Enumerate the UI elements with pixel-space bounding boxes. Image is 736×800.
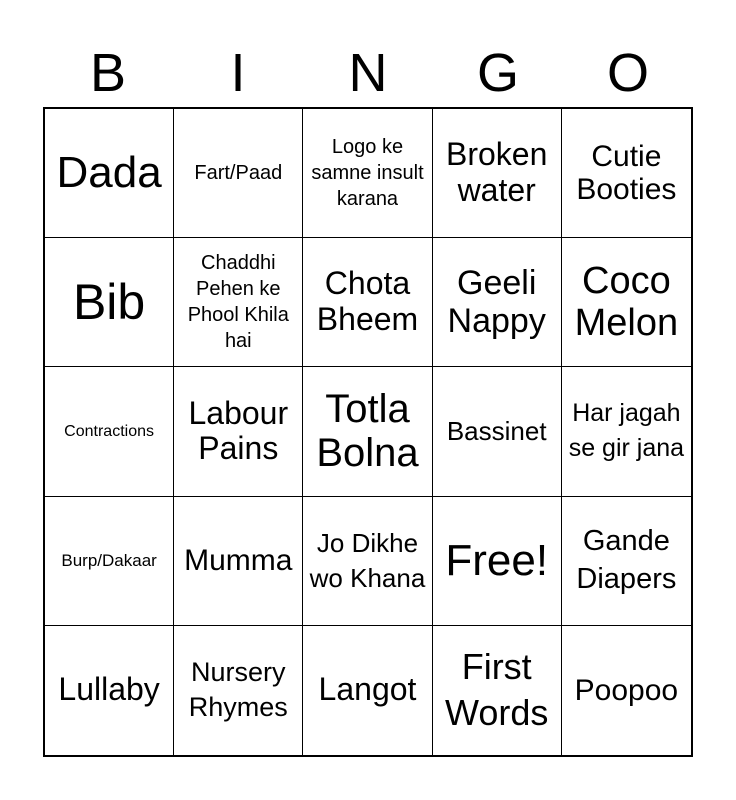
bingo-board bbox=[43, 107, 693, 757]
bingo-cell[interactable] bbox=[45, 626, 174, 755]
bingo-cell[interactable] bbox=[45, 238, 174, 367]
cell-text: Bib bbox=[72, 274, 146, 331]
cell-text: Dada bbox=[56, 148, 162, 198]
bingo-header bbox=[43, 40, 693, 106]
bingo-cell[interactable] bbox=[174, 238, 303, 367]
bingo-cell[interactable] bbox=[174, 109, 303, 238]
cell-text: Free! bbox=[445, 536, 549, 586]
cell-text: Broken water bbox=[446, 136, 548, 209]
bingo-cell[interactable] bbox=[174, 497, 303, 626]
cell-text: Gande Diapers bbox=[576, 525, 677, 595]
cell-text: Fart/Paad bbox=[194, 161, 283, 184]
bingo-cell[interactable] bbox=[433, 367, 562, 496]
bingo-cell[interactable] bbox=[433, 238, 562, 367]
bingo-cell[interactable] bbox=[174, 626, 303, 755]
header-letter-g: G bbox=[476, 43, 519, 103]
cell-text: Lullaby bbox=[58, 671, 160, 708]
cell-text: Har jagah se gir jana bbox=[568, 399, 685, 463]
cell-text: Chota Bheem bbox=[316, 265, 419, 338]
bingo-cell[interactable] bbox=[45, 367, 174, 496]
bingo-cell[interactable] bbox=[433, 109, 562, 238]
cell-text: Nursery Rhymes bbox=[188, 657, 288, 723]
cell-text: Chaddhi Pehen ke Phool Khila hai bbox=[187, 252, 289, 353]
cell-text: Burp/Dakaar bbox=[61, 551, 157, 571]
cell-text: Langot bbox=[318, 671, 417, 708]
cell-text: Cutie Booties bbox=[576, 139, 677, 207]
cell-text: First Words bbox=[445, 645, 549, 734]
bingo-cell[interactable] bbox=[562, 109, 691, 238]
bingo-cell[interactable] bbox=[562, 626, 691, 755]
bingo-cell[interactable] bbox=[562, 367, 691, 496]
bingo-cell[interactable] bbox=[562, 238, 691, 367]
cell-text: Logo ke samne insult karana bbox=[311, 136, 424, 211]
cell-text: Mumma bbox=[184, 543, 293, 577]
cell-text: Contractions bbox=[64, 422, 154, 440]
bingo-cell[interactable] bbox=[45, 109, 174, 238]
bingo-cell[interactable] bbox=[303, 109, 432, 238]
bingo-cell[interactable] bbox=[303, 626, 432, 755]
cell-text: Coco Melon bbox=[574, 259, 679, 345]
header-letter-o: O bbox=[606, 43, 649, 103]
header-letter-n: N bbox=[348, 43, 388, 103]
bingo-cell[interactable] bbox=[45, 497, 174, 626]
cell-text: Bassinet bbox=[446, 415, 547, 446]
bingo-cell[interactable] bbox=[174, 367, 303, 496]
cell-text: Labour Pains bbox=[188, 394, 289, 467]
bingo-cell[interactable] bbox=[303, 238, 432, 367]
cell-text: Jo Dikhe wo Khana bbox=[309, 528, 426, 593]
bingo-cell[interactable] bbox=[562, 497, 691, 626]
cell-text: Poopoo bbox=[574, 673, 679, 707]
cell-text: Geeli Nappy bbox=[447, 264, 546, 341]
header-letter-i: I bbox=[230, 43, 246, 103]
bingo-cell[interactable] bbox=[433, 497, 562, 626]
header-letter-b: B bbox=[89, 43, 127, 103]
bingo-cell[interactable] bbox=[433, 626, 562, 755]
cell-text: Totla Bolna bbox=[316, 386, 419, 476]
bingo-cell[interactable] bbox=[303, 367, 432, 496]
bingo-cell[interactable] bbox=[303, 497, 432, 626]
